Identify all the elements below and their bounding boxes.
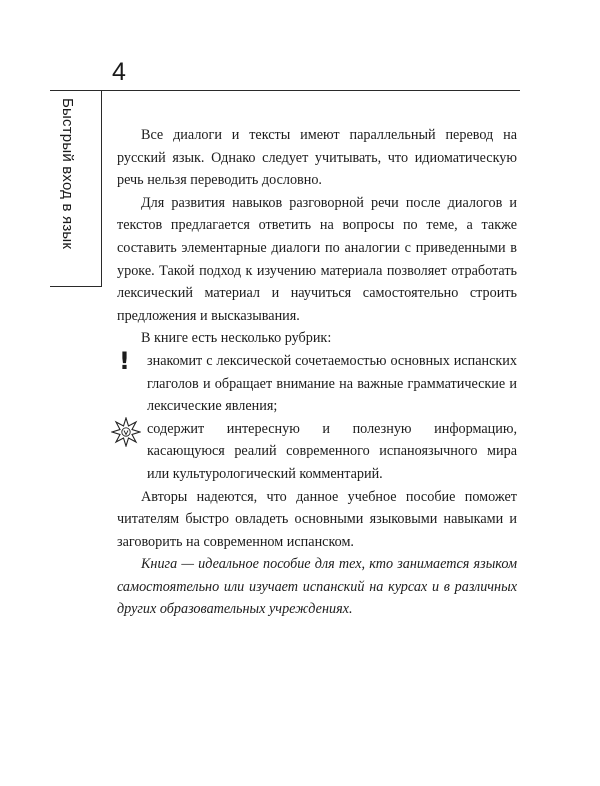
rubric-text: знакомит с лексической сочетаемостью основных испанских глаголов и обращает внимание на важные грамматические и лексические явления;	[147, 352, 517, 415]
side-rule	[101, 90, 102, 286]
side-rule-bottom	[50, 286, 102, 287]
paragraph-book-purpose: Книга — идеальное пособие для тех, кто занимается языком самостоятельно или изучает испанский на курсах и в различных других образовательных учреждениях.	[117, 556, 517, 618]
paragraph-rubrics-intro: В книге есть несколько рубрик:	[141, 330, 332, 347]
rubric-text: содержит интересную и полезную информацию, касающуюся реалий современного испаноязычного мира или культурологический комментарий.	[147, 420, 517, 482]
paragraph-translation: Все диалоги и тексты имеют параллельный перевод на русский язык. Однако следует учитывать, что идиоматическую речь нельзя переводить дословно.	[117, 127, 517, 189]
page-body	[117, 124, 517, 621]
paragraph-authors: Авторы надеются, что данное учебное пособие поможет читателям быстро овладеть основными языковыми навыками и заговорить на современном испанском.	[117, 488, 517, 550]
rubric-item	[117, 346, 517, 418]
rubric-item	[117, 418, 517, 486]
paragraph-speech-practice: Для развития навыков разговорной речи после диалогов и текстов предлагается ответить на вопросы по теме, а также составить элементарные диалоги по аналогии с приведенными в уроке. Такой подход к изучению материала позволяет отработать лексический материал и научиться самостоятельно строить предложения и высказывания.	[117, 194, 517, 324]
exclamation-icon: !	[119, 346, 130, 375]
running-title: Быстрый вход в язык	[59, 98, 76, 250]
page-number: 4	[112, 58, 126, 86]
header-rule	[50, 90, 520, 91]
star-burst-icon	[111, 417, 141, 455]
